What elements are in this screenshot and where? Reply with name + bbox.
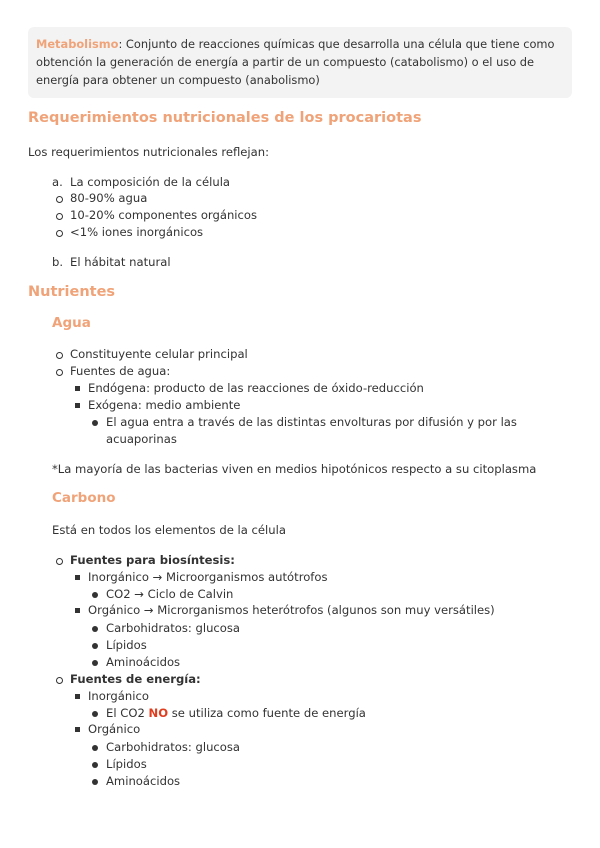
list-item: Aminoácidos	[106, 655, 181, 669]
requerimientos-intro: Los requerimientos nutricionales reflejan:	[28, 145, 270, 159]
carbono-intro: Está en todos los elementos de la célula	[52, 523, 286, 537]
circle-bullet-icon	[56, 213, 63, 220]
dot-bullet-icon	[92, 643, 98, 649]
square-bullet-icon	[75, 386, 80, 391]
circle-bullet-icon	[56, 677, 63, 684]
square-bullet-icon	[75, 608, 80, 613]
dot-bullet-icon	[92, 762, 98, 768]
list-item: El agua entra a través de las distintas envolturas por difusión y por las	[106, 415, 517, 429]
list-item: Inorgánico → Microorganismos autótrofos	[88, 570, 328, 584]
square-bullet-icon	[75, 694, 80, 699]
list-item: 80-90% agua	[70, 191, 148, 205]
list-item: Endógena: producto de las reacciones de óxido-reducción	[88, 381, 424, 395]
list-item: 10-20% componentes orgánicos	[70, 208, 258, 222]
list-item: Orgánico → Microrganismos heterótrofos (algunos son muy versátiles)	[88, 603, 495, 617]
list-item: Exógena: medio ambiente	[88, 398, 241, 412]
item-b-text: El hábitat natural	[70, 255, 171, 269]
list-item: Aminoácidos	[106, 774, 181, 788]
list-item-continuation: acuaporinas	[106, 432, 177, 446]
co2-suffix: se utiliza como fuente de energía	[168, 706, 366, 720]
dot-bullet-icon	[92, 660, 98, 666]
list-item: Orgánico	[88, 722, 141, 736]
callout-definition: : Conjunto de reacciones químicas que desarrolla una célula que tiene como obtención la generación de energía a partir de un compuesto (catabolismo) o el uso de energía para obtener un compuesto (anabolismo)	[36, 37, 555, 87]
list-item: Constituyente celular principal	[70, 347, 248, 361]
item-a-text: La composición de la célula	[70, 175, 231, 189]
list-item: CO2 → Ciclo de Calvin	[106, 587, 234, 601]
circle-bullet-icon	[56, 352, 63, 359]
list-item: <1% iones inorgánicos	[70, 225, 204, 239]
circle-bullet-icon	[56, 196, 63, 203]
definition-callout	[28, 27, 572, 98]
dot-bullet-icon	[92, 420, 98, 426]
square-bullet-icon	[75, 727, 80, 732]
item-b-marker: b.	[52, 255, 64, 269]
section-heading-requerimientos: Requerimientos nutricionales de los procariotas	[28, 110, 422, 126]
list-item: Lípidos	[106, 638, 147, 652]
list-item-co2	[106, 706, 366, 720]
item-a-marker: a.	[52, 175, 63, 189]
list-item: Carbohidratos: glucosa	[106, 621, 241, 635]
list-item: Lípidos	[106, 757, 147, 771]
dot-bullet-icon	[92, 626, 98, 632]
co2-prefix: El CO2	[106, 706, 149, 720]
list-item-energia: Fuentes de energía:	[70, 672, 201, 686]
dot-bullet-icon	[92, 592, 98, 598]
list-item: Inorgánico	[88, 689, 149, 703]
callout-term: Metabolismo	[36, 37, 119, 51]
subheading-agua: Agua	[52, 315, 91, 331]
subheading-carbono: Carbono	[52, 490, 116, 506]
dot-bullet-icon	[92, 711, 98, 717]
circle-bullet-icon	[56, 558, 63, 565]
section-heading-nutrientes: Nutrientes	[28, 284, 116, 300]
list-item-biosintesis: Fuentes para biosíntesis:	[70, 553, 235, 567]
dot-bullet-icon	[92, 779, 98, 785]
list-item: Carbohidratos: glucosa	[106, 740, 241, 754]
circle-bullet-icon	[56, 230, 63, 237]
agua-note: *La mayoría de las bacterias viven en medios hipotónicos respecto a su citoplasma	[52, 462, 537, 476]
co2-no-emphasis: NO	[148, 706, 169, 720]
square-bullet-icon	[75, 403, 80, 408]
square-bullet-icon	[75, 575, 80, 580]
list-item: Fuentes de agua:	[70, 364, 171, 378]
dot-bullet-icon	[92, 745, 98, 751]
circle-bullet-icon	[56, 369, 63, 376]
